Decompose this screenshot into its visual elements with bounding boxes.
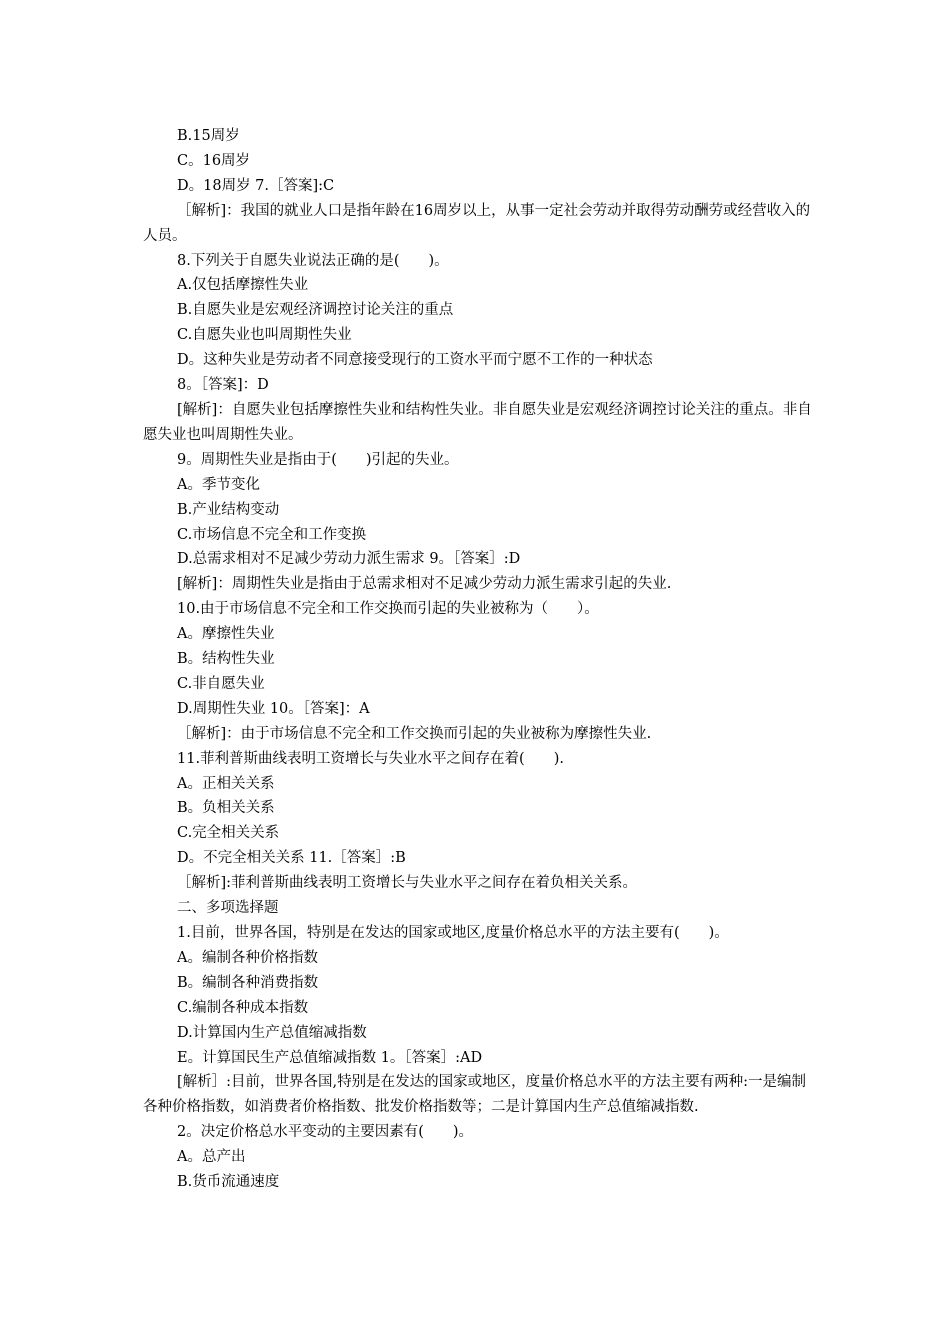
option-line: C.市场信息不完全和工作变换 — [177, 526, 367, 543]
question-line: 9。周期性失业是指由于( )引起的失业。 — [177, 451, 459, 468]
question-line: 10.由于市场信息不完全和工作交换而引起的失业被称为（ ）。 — [177, 601, 599, 618]
option-line: A.仅包括摩擦性失业 — [177, 277, 309, 294]
explanation-paragraph: ［解析]：由于市场信息不完全和工作交换而引起的失业被称为摩擦性失业. — [177, 725, 652, 742]
question-line: 11.菲利普斯曲线表明工资增长与失业水平之间存在着( ). — [177, 750, 564, 767]
option-line: A。总产出 — [177, 1149, 246, 1166]
option-line: D。这种失业是劳动者不同意接受现行的工资水平而宁愿不工作的一种状态 — [177, 352, 653, 369]
option-line: B。负相关关系 — [177, 800, 275, 817]
option-line: C.完全相关关系 — [177, 825, 280, 842]
document-body — [143, 124, 815, 1195]
question-line: 8.下列关于自愿失业说法正确的是( )。 — [177, 252, 449, 269]
option-line: A。季节变化 — [177, 476, 260, 493]
option-line: B.15周岁 — [177, 128, 240, 144]
question-line: 1.目前，世界各国，特别是在发达的国家或地区,度量价格总水平的方法主要有( )。 — [177, 925, 729, 941]
option-line: B.产业结构变动 — [177, 501, 280, 518]
option-answer-line: D。18周岁 7.［答案]:C — [177, 177, 335, 194]
option-line: A。正相关关系 — [177, 775, 275, 792]
option-line: B.自愿失业是宏观经济调控讨论关注的重点 — [177, 302, 454, 319]
option-line: A。编制各种价格指数 — [177, 949, 318, 966]
explanation-paragraph: ［解析]:菲利普斯曲线表明工资增长与失业水平之间存在着负相关关系。 — [177, 875, 638, 892]
option-line: D.计算国内生产总值缩减指数 — [177, 1024, 367, 1041]
explanation-paragraph: [解析]：周期性失业是指由于总需求相对不足减少劳动力派生需求引起的失业. — [177, 576, 672, 593]
answer-line: 8。［答案]：D — [177, 377, 269, 394]
option-line: C.编制各种成本指数 — [177, 999, 309, 1016]
option-line: B。编制各种消费指数 — [177, 974, 319, 991]
option-answer-line: D.周期性失业 10。［答案]：A — [177, 700, 370, 717]
option-line: B.货币流通速度 — [177, 1174, 280, 1191]
explanation-paragraph: [解析]：自愿失业包括摩擦性失业和结构性失业。非自愿失业是宏观经济调控讨论关注的重点。非自愿失业也叫周期性失业。 — [143, 401, 812, 443]
option-line: B。结构性失业 — [177, 651, 275, 668]
option-line: A。摩擦性失业 — [177, 626, 275, 643]
option-answer-line: D.总需求相对不足减少劳动力派生需求 9。［答案］:D — [177, 551, 521, 568]
option-answer-line: D。不完全相关关系 11.［答案］:B — [177, 850, 406, 867]
option-answer-line: E。计算国民生产总值缩减指数 1。［答案］:AD — [177, 1049, 483, 1066]
option-line: C.自愿失业也叫周期性失业 — [177, 327, 352, 344]
section-heading: 二、多项选择题 — [177, 900, 279, 917]
explanation-paragraph: [解析］:目前，世界各国,特别是在发达的国家或地区，度量价格总水平的方法主要有两种:一是编制各种价格指数，如消费者价格指数、批发价格指数等；二是计算国内生产总值缩减指数. — [143, 1074, 807, 1116]
option-line: C.非自愿失业 — [177, 675, 265, 692]
option-line: C。16周岁 — [177, 152, 251, 169]
explanation-paragraph: ［解析]：我国的就业人口是指年龄在16周岁以上，从事一定社会劳动并取得劳动酬劳或经营收入的人员。 — [143, 202, 811, 244]
question-line: 2。决定价格总水平变动的主要因素有( )。 — [177, 1124, 474, 1141]
